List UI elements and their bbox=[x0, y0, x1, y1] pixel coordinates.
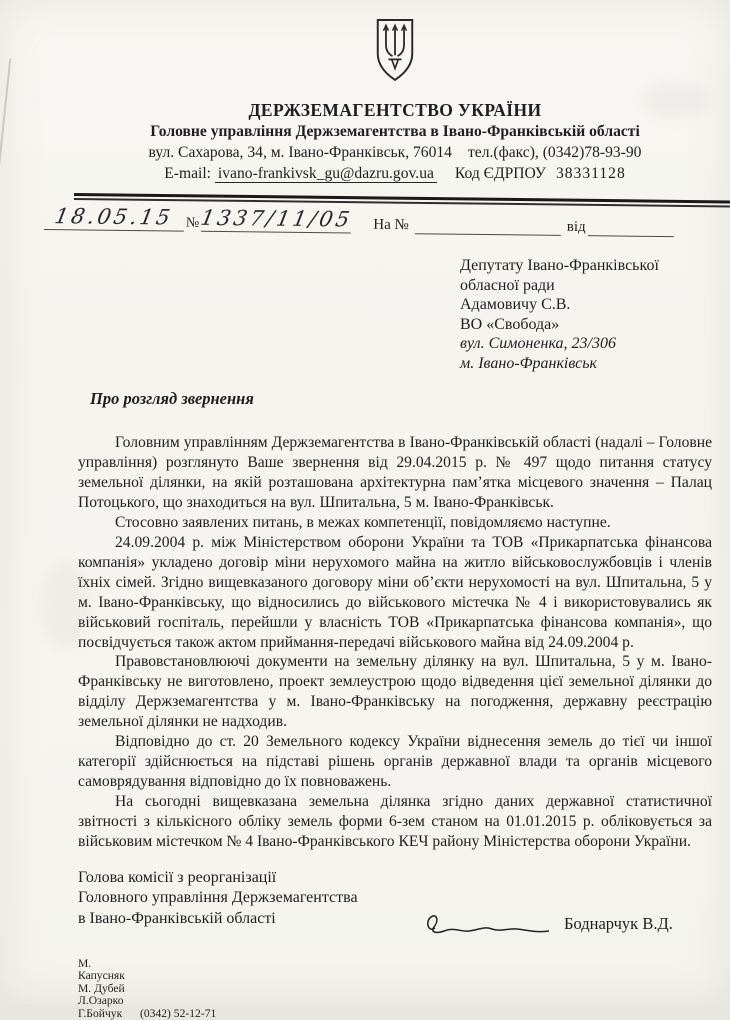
recipient-address-line: м. Івано-Франківськ bbox=[460, 354, 730, 374]
handwritten-signature-icon bbox=[423, 912, 563, 940]
edrpou-code: 38331128 bbox=[556, 165, 626, 182]
recipient-line: Депутату Івано-Франківської bbox=[460, 256, 730, 276]
outgoing-number-field bbox=[201, 208, 351, 234]
handwritten-date: 18.05.15 bbox=[53, 206, 174, 228]
signer-position-line: Голова комісії з реорганізації bbox=[78, 868, 730, 889]
emblem-wrap bbox=[70, 12, 720, 100]
org-address: вул. Сахарова, 34, м. Івано-Франківськ, 76014 bbox=[149, 144, 452, 161]
body-paragraph: На сьогодні вищевказана земельна ділянка згідно даних державної статистичної звітності з кількісного обліку земель форми 6-зем станом на 01.01.2015 р. обліковується за військовим містечком № 4 Івано-Франківського КЕЧ району Міністерства оборони України. bbox=[78, 792, 712, 852]
reply-date-label: від bbox=[567, 219, 586, 236]
recipient-address-line: вул. Симоненка, 23/306 bbox=[460, 334, 730, 354]
executor-row bbox=[78, 995, 730, 1008]
scan-smudge bbox=[640, 80, 710, 120]
executor-name: Г.Бойчук bbox=[78, 1008, 140, 1020]
signer-name: Боднарчук В.Д. bbox=[564, 914, 673, 935]
recipient-line: Адамовичу С.В. bbox=[460, 295, 730, 315]
email-label: E-mail: bbox=[164, 165, 211, 182]
executor-name: Л.Озарко bbox=[78, 995, 140, 1008]
signature-block bbox=[78, 868, 730, 952]
letter-body bbox=[78, 433, 712, 851]
recipient-line: обласної ради bbox=[460, 276, 730, 296]
executor-row bbox=[78, 983, 730, 996]
org-name: ДЕРЖЗЕМАГЕНТСТВО УКРАЇНИ bbox=[70, 100, 720, 121]
executor-name: М. Дубей bbox=[78, 983, 140, 996]
reference-line bbox=[44, 206, 720, 238]
recipient-lines bbox=[460, 256, 730, 334]
executors-block bbox=[78, 958, 730, 1020]
letterhead bbox=[0, 0, 730, 183]
ukraine-coat-of-arms-icon bbox=[372, 12, 418, 92]
executor-phone: (0342) 52-12-71 bbox=[140, 1008, 216, 1020]
reply-number-blank bbox=[415, 218, 561, 236]
handwritten-number: 1337/11/05 bbox=[199, 208, 354, 231]
scan-smudge bbox=[40, 560, 90, 650]
signer-position-line: в Івано-Франківській області bbox=[78, 909, 730, 930]
reply-number-label: На № bbox=[373, 217, 409, 234]
recipient-address-lines bbox=[460, 334, 730, 373]
body-paragraph: Відповідно до ст. 20 Земельного кодексу України віднесення земель до тієї чи іншої категорії здійснюється на підставі рішень органів державної влади та органів місцевого самоврядування відповідно до їх повноважень. bbox=[78, 732, 712, 792]
org-address-line bbox=[70, 143, 720, 162]
signer-position-line: Головного управління Держземагентства bbox=[78, 888, 730, 909]
recipient-block bbox=[460, 256, 730, 374]
executor-row bbox=[78, 1008, 730, 1020]
org-email: ivano-frankivsk_gu@dazru.gov.ua bbox=[215, 165, 437, 183]
body-paragraph: Правовстановлюючі документи на земельну ділянку на вул. Шпитальна, 5 у м. Івано-Франківську не виготовлено, проект землеустрою щодо відведення цієї земельної ділянки до відділу Держземагентства у м. Івано-Франківську на погодження, державну реєстрацію земельної ділянки не надходив. bbox=[78, 652, 712, 732]
org-division: Головне управління Держземагентства в Івано-Франківській області bbox=[70, 122, 720, 141]
executor-name: М. Капусняк bbox=[78, 958, 140, 983]
outgoing-date-field bbox=[44, 206, 184, 232]
recipient-line: ВО «Свобода» bbox=[460, 315, 730, 335]
org-phone: тел.(факс), (0342)78-93-90 bbox=[468, 144, 641, 161]
reply-date-blank bbox=[588, 220, 674, 237]
body-paragraph: Головним управлінням Держземагентства в Івано-Франківській області (надалі – Головне управління) розглянуто Ваше звернення від 29.04.2015 р. № 497 щодо питання статусу земельної ділянки, на якій розташована архітектурна пам’ятка місцевого значення – Палац Потоцького, що знаходиться на вул. Шпитальна, 5 м. Івано-Франківськ. bbox=[78, 433, 712, 513]
org-email-line bbox=[70, 164, 720, 183]
subject-line: Про розгляд звернення bbox=[90, 389, 730, 409]
number-sign-label: № bbox=[186, 216, 200, 232]
body-paragraph: 24.09.2004 р. між Міністерством оборони України та ТОВ «Прикарпатська фінансова компанія» укладено договір міни нерухомого майна на житло військовослужбовців і членів їхніх сімей. Згідно вищевказаного договору міни об’єкти нерухомості на вул. Шпитальна, 5 у м. Івано-Франківську, що відносились до військового містечка № 4 і використовувались як військовий госпіталь, перейшли у власність ТОВ «Прикарпатська фінансова компанія», що посвідчується також актом приймання-передачі військового майна від 24.09.2004 р. bbox=[78, 533, 712, 652]
executor-row bbox=[78, 958, 730, 983]
edrpou-label: Код ЄДРПОУ bbox=[455, 165, 546, 182]
body-paragraph: Стосовно заявлених питань, в межах компетенції, повідомляємо наступне. bbox=[78, 513, 712, 533]
